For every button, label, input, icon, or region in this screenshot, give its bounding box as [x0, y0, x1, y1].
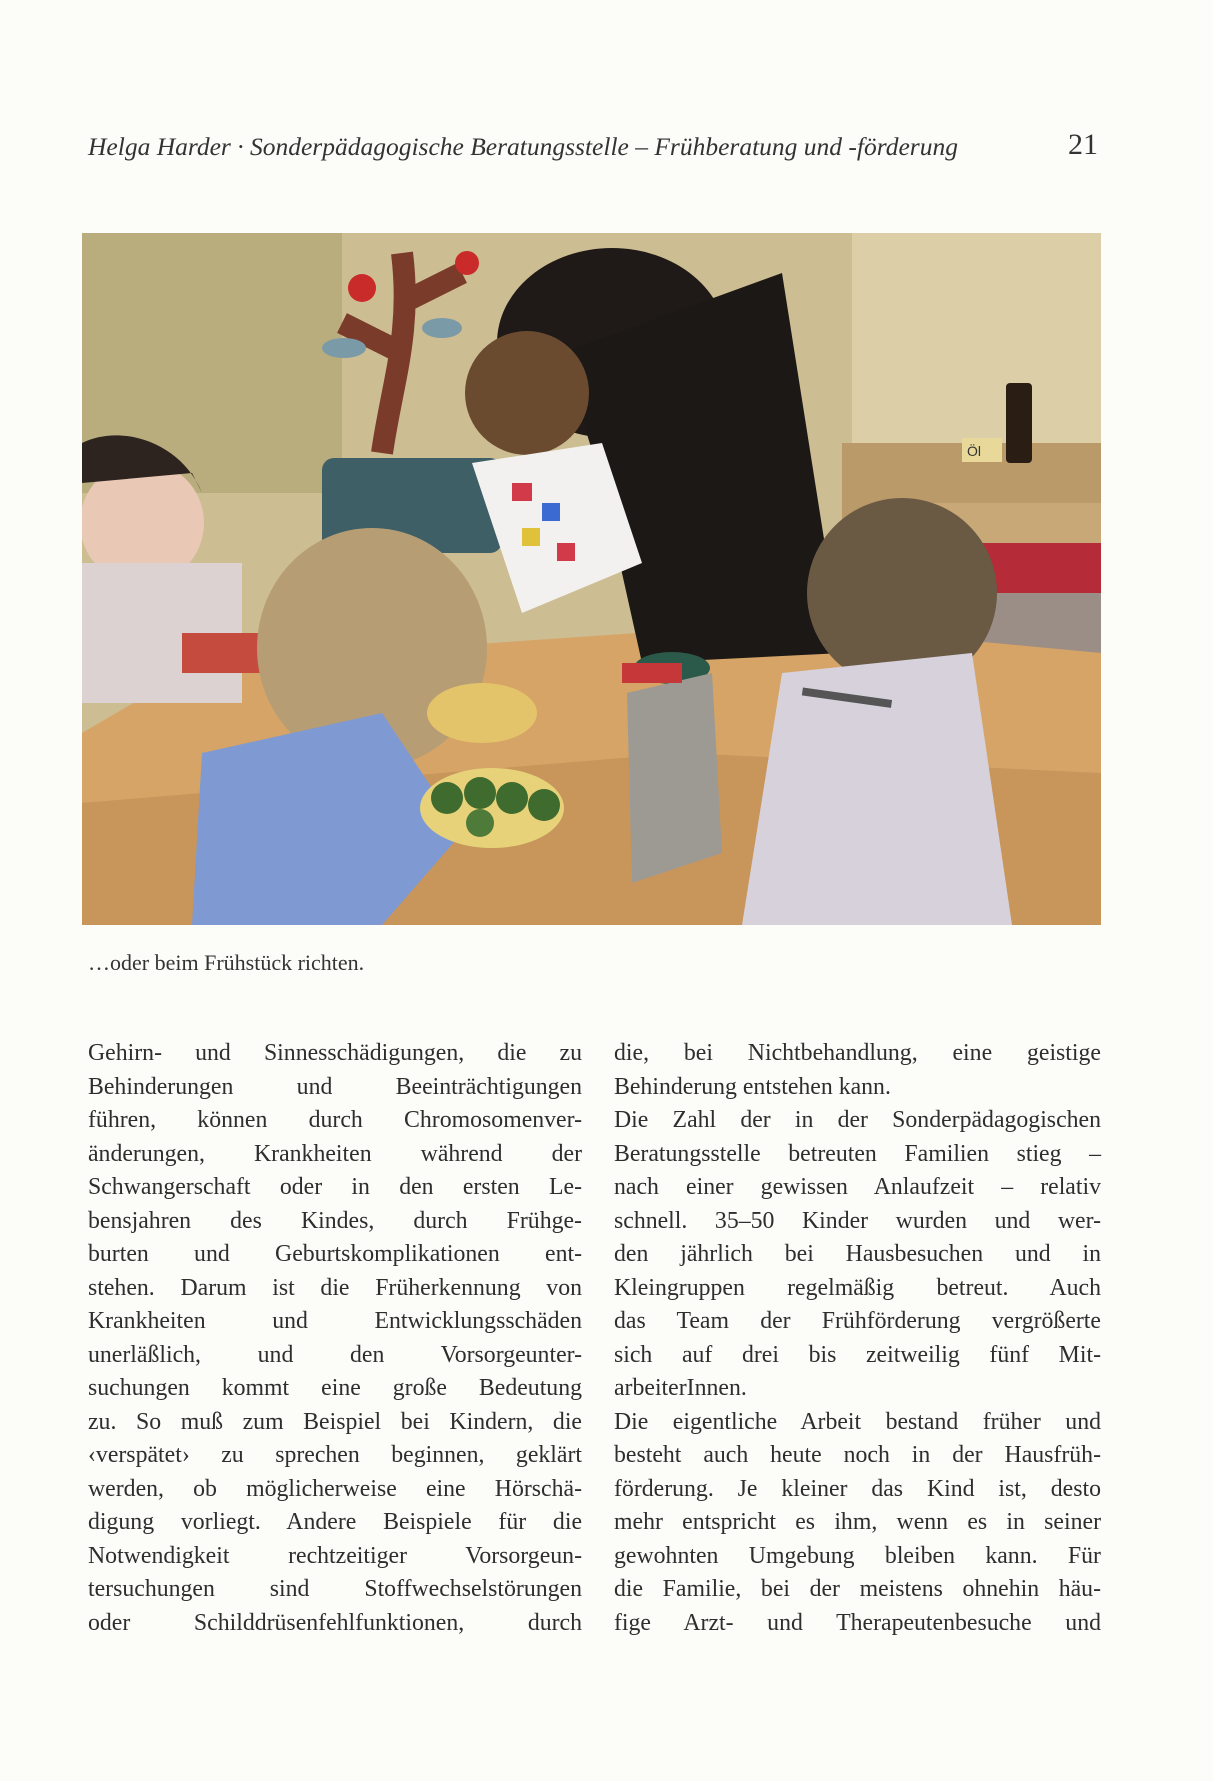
left-text-column [88, 1037, 582, 1640]
text-line: werden, ob möglicherweise eine Hörschä- [88, 1475, 582, 1502]
text-line: änderungen, Krankheiten während der [88, 1140, 582, 1167]
text-line: mehr entspricht es ihm, wenn es in seiner [614, 1509, 1101, 1535]
photo-children-preparing-breakfast [82, 233, 1101, 925]
text-line: unerläßlich, und den Vorsorgeunter- [88, 1341, 582, 1368]
page-number: 21 [1068, 128, 1098, 161]
text-line: besteht auch heute noch in der Hausfrüh- [614, 1442, 1101, 1468]
oil-label-text: Öl [967, 443, 981, 459]
text-line: stehen. Darum ist die Früherkennung von [88, 1274, 582, 1301]
text-line: ‹verspätet› zu sprechen beginnen, geklärt [88, 1442, 582, 1468]
text-line: Schwangerschaft oder in den ersten Le- [88, 1174, 582, 1200]
text-line: nach einer gewissen Anlaufzeit – relativ [614, 1174, 1101, 1200]
text-line: Behinderungen und Beeinträchtigungen [88, 1073, 582, 1100]
text-line: Krankheiten und Entwicklungsschäden [88, 1308, 582, 1334]
text-line: Gehirn- und Sinnesschädigungen, die zu [88, 1040, 582, 1066]
text-line: führen, können durch Chromosomenver- [88, 1107, 582, 1133]
text-line: den jährlich bei Hausbesuchen und in [614, 1241, 1101, 1267]
text-line: Die Zahl der in der Sonderpädagogischen [614, 1107, 1101, 1133]
text-line: die Familie, bei der meistens ohnehin häu- [614, 1576, 1101, 1602]
text-line: tersuchungen sind Stoffwechselstörungen [88, 1576, 582, 1602]
text-line: oder Schilddrüsenfehlfunktionen, durch [88, 1609, 582, 1636]
running-header [88, 128, 1098, 168]
text-line: sich auf drei bis zeitweilig fünf Mit- [614, 1341, 1101, 1368]
wall-poster [852, 233, 1101, 463]
text-line: digung vorliegt. Andere Beispiele für die [88, 1509, 582, 1535]
text-line: förderung. Je kleiner das Kind ist, desto [614, 1475, 1101, 1502]
plate-center [427, 683, 537, 743]
child-right-shirt [742, 653, 1012, 925]
text-line: gewohnten Umgebung bleiben kann. Für [614, 1542, 1101, 1569]
text-line: suchungen kommt eine große Bedeutung [88, 1375, 582, 1401]
right-text-column [614, 1037, 1101, 1640]
text-line: schnell. 35–50 Kinder wurden und wer- [614, 1207, 1101, 1234]
text-line: Die eigentliche Arbeit bestand früher und [614, 1408, 1101, 1435]
text-line: die, bei Nichtbehandlung, eine geistige [614, 1040, 1101, 1066]
text-line: bensjahren des Kindes, durch Frühge- [88, 1207, 582, 1234]
text-line: burten und Geburtskomplikationen ent- [88, 1241, 582, 1267]
text-line: arbeiterInnen. [614, 1375, 747, 1401]
photo-caption: …oder beim Frühstück richten. [88, 950, 365, 975]
text-line: fige Arzt- und Therapeutenbesuche und [614, 1609, 1101, 1636]
child-center-hair [465, 331, 589, 455]
cheese-grater [627, 673, 722, 883]
text-line: Kleingruppen regelmäßig betreut. Auch [614, 1274, 1101, 1301]
text-line: Beratungsstelle betreuten Familien stieg – [614, 1140, 1101, 1167]
text-line: Notwendigkeit rechtzeitiger Vorsorgeun- [88, 1542, 582, 1569]
text-line: zu. So muß zum Beispiel bei Kindern, die [88, 1408, 582, 1435]
running-title: Helga Harder · Sonderpädagogische Beratungsstelle – Frühberatung und -förderung [88, 132, 958, 161]
oil-bottle [1006, 383, 1032, 463]
text-line: Behinderung entstehen kann. [614, 1073, 891, 1100]
text-line: das Team der Frühförderung vergrößerte [614, 1308, 1101, 1334]
